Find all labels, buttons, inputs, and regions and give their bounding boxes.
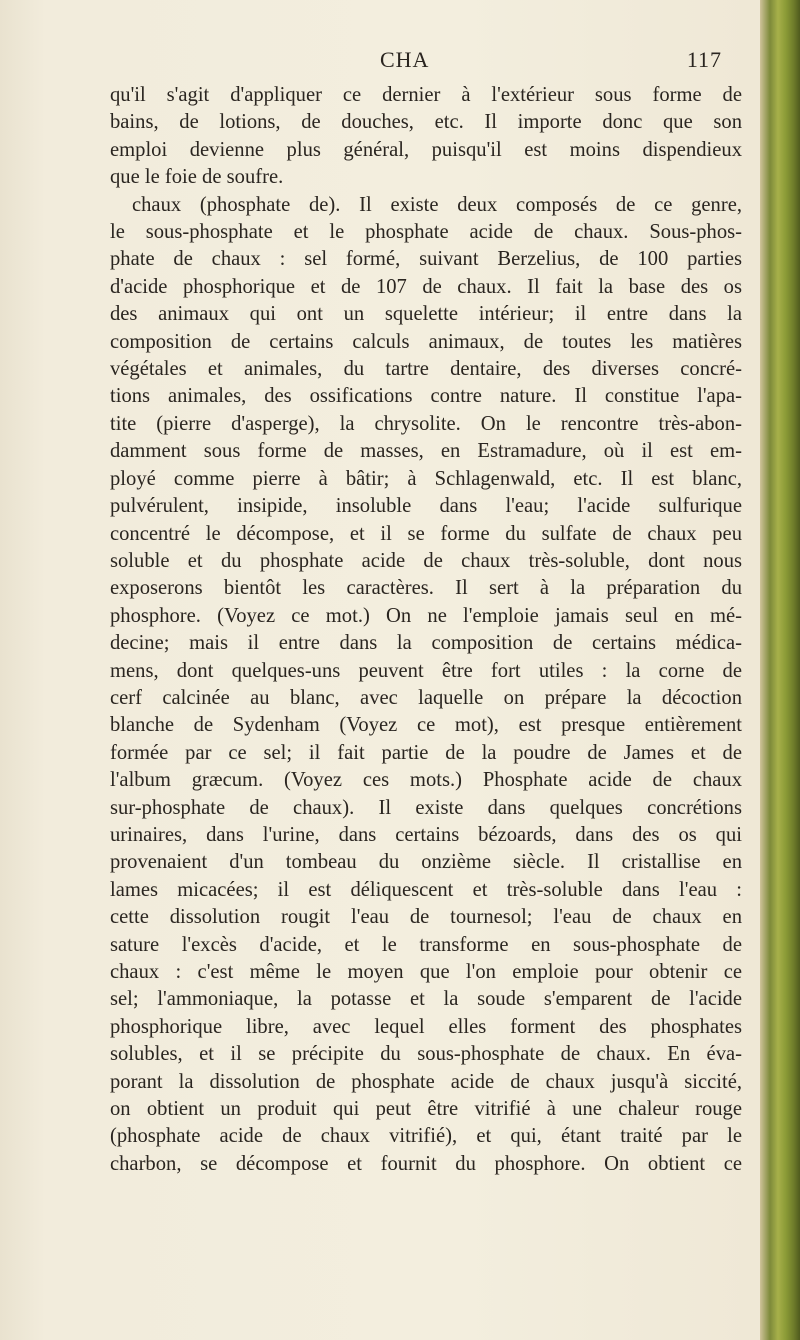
text-line: sel; l'ammoniaque, la potasse et la soude s'emparent de l'acide bbox=[110, 988, 742, 1011]
page-number: 117 bbox=[686, 47, 722, 72]
text-line: lames micacées; il est déliquescent et très-soluble dans l'eau : bbox=[110, 878, 742, 901]
text-line: l'album græcum. (Voyez ces mots.) Phosphate acide de chaux bbox=[110, 769, 742, 792]
text-line: bains, de lotions, de douches, etc. Il importe donc que son bbox=[110, 111, 742, 134]
running-title: CHA bbox=[380, 47, 430, 72]
text-line: sur-phosphate de chaux). Il existe dans quelques concrétions bbox=[110, 796, 742, 819]
text-line: mens, dont quelques-uns peuvent être fort utiles : la corne de bbox=[110, 659, 742, 682]
text-line: blanche de Sydenham (Voyez ce mot), est presque entièrement bbox=[110, 714, 742, 737]
text-line: porant la dissolution de phosphate acide de chaux jusqu'à siccité, bbox=[110, 1070, 742, 1093]
text-line: formée par ce sel; il fait partie de la poudre de James et de bbox=[110, 741, 742, 764]
text-line: ployé comme pierre à bâtir; à Schlagenwald, etc. Il est blanc, bbox=[110, 467, 742, 490]
text-line: sature l'excès d'acide, et le transforme en sous-phosphate de bbox=[110, 933, 742, 956]
text-line: (phosphate acide de chaux vitrifié), et qui, étant traité par le bbox=[110, 1125, 742, 1148]
text-line: tite (pierre d'asperge), la chrysolite. On le rencontre très-abon- bbox=[110, 412, 742, 435]
text-line: exposerons bientôt les caractères. Il sert à la préparation du bbox=[110, 577, 742, 600]
text-line: emploi devienne plus général, puisqu'il est moins dispendieux bbox=[110, 138, 742, 161]
text-line: damment sous forme de masses, en Estramadure, où il est em- bbox=[110, 440, 742, 463]
text-line: on obtient un produit qui peut être vitrifié à une chaleur rouge bbox=[110, 1098, 742, 1121]
text-line: phosphorique libre, avec lequel elles forment des phosphates bbox=[110, 1015, 742, 1038]
text-line: des animaux qui ont un squelette intérieur; il entre dans la bbox=[110, 303, 742, 326]
text-line: qu'il s'agit d'appliquer ce dernier à l'extérieur sous forme de bbox=[110, 84, 742, 106]
text-line: cerf calcinée au blanc, avec laquelle on prépare la décoction bbox=[110, 686, 742, 709]
text-line: charbon, se décompose et fournit du phosphore. On obtient ce bbox=[110, 1152, 742, 1175]
text-line: que le foie de soufre. bbox=[110, 166, 284, 189]
text-line: solubles, et il se précipite du sous-phosphate de chaux. En éva- bbox=[110, 1043, 742, 1066]
text-line: provenaient d'un tombeau du onzième siècle. Il cristallise en bbox=[110, 851, 742, 874]
text-line: soluble et du phosphate acide de chaux très-soluble, dont nous bbox=[110, 549, 742, 572]
text-line: tions animales, des ossifications contre nature. Il constitue l'apa- bbox=[110, 385, 742, 408]
text-line: végétales et animales, du tartre dentaire, des diverses concré- bbox=[110, 358, 742, 381]
text-line: phosphore. (Voyez ce mot.) On ne l'emploie jamais seul en mé- bbox=[110, 604, 742, 627]
text-line: urinaires, dans l'urine, dans certains bézoards, dans des os qui bbox=[110, 823, 742, 846]
body-text bbox=[110, 82, 742, 1178]
book-binding-edge bbox=[760, 0, 800, 1340]
text-line: pulvérulent, insipide, insoluble dans l'eau; l'acide sulfurique bbox=[110, 495, 742, 518]
text-line: composition de certains calculs animaux, de toutes les matières bbox=[110, 330, 742, 353]
text-line: concentré le décompose, et il se forme du sulfate de chaux peu bbox=[110, 522, 742, 545]
text-line: decine; mais il entre dans la composition de certains médica- bbox=[110, 632, 742, 655]
text-line: cette dissolution rougit l'eau de tournesol; l'eau de chaux en bbox=[110, 906, 742, 929]
running-header bbox=[112, 45, 742, 75]
text-line: le sous-phosphate et le phosphate acide de chaux. Sous-phos- bbox=[110, 221, 742, 244]
text-line: d'acide phosphorique et de 107 de chaux. Il fait la base des os bbox=[110, 275, 742, 298]
text-line: chaux : c'est même le moyen que l'on emploie pour obtenir ce bbox=[110, 961, 742, 983]
entry-headword-line: chaux (phosphate de). Il existe deux composés de ce genre, bbox=[132, 193, 742, 216]
text-line: phate de chaux : sel formé, suivant Berzelius, de 100 parties bbox=[110, 248, 742, 271]
